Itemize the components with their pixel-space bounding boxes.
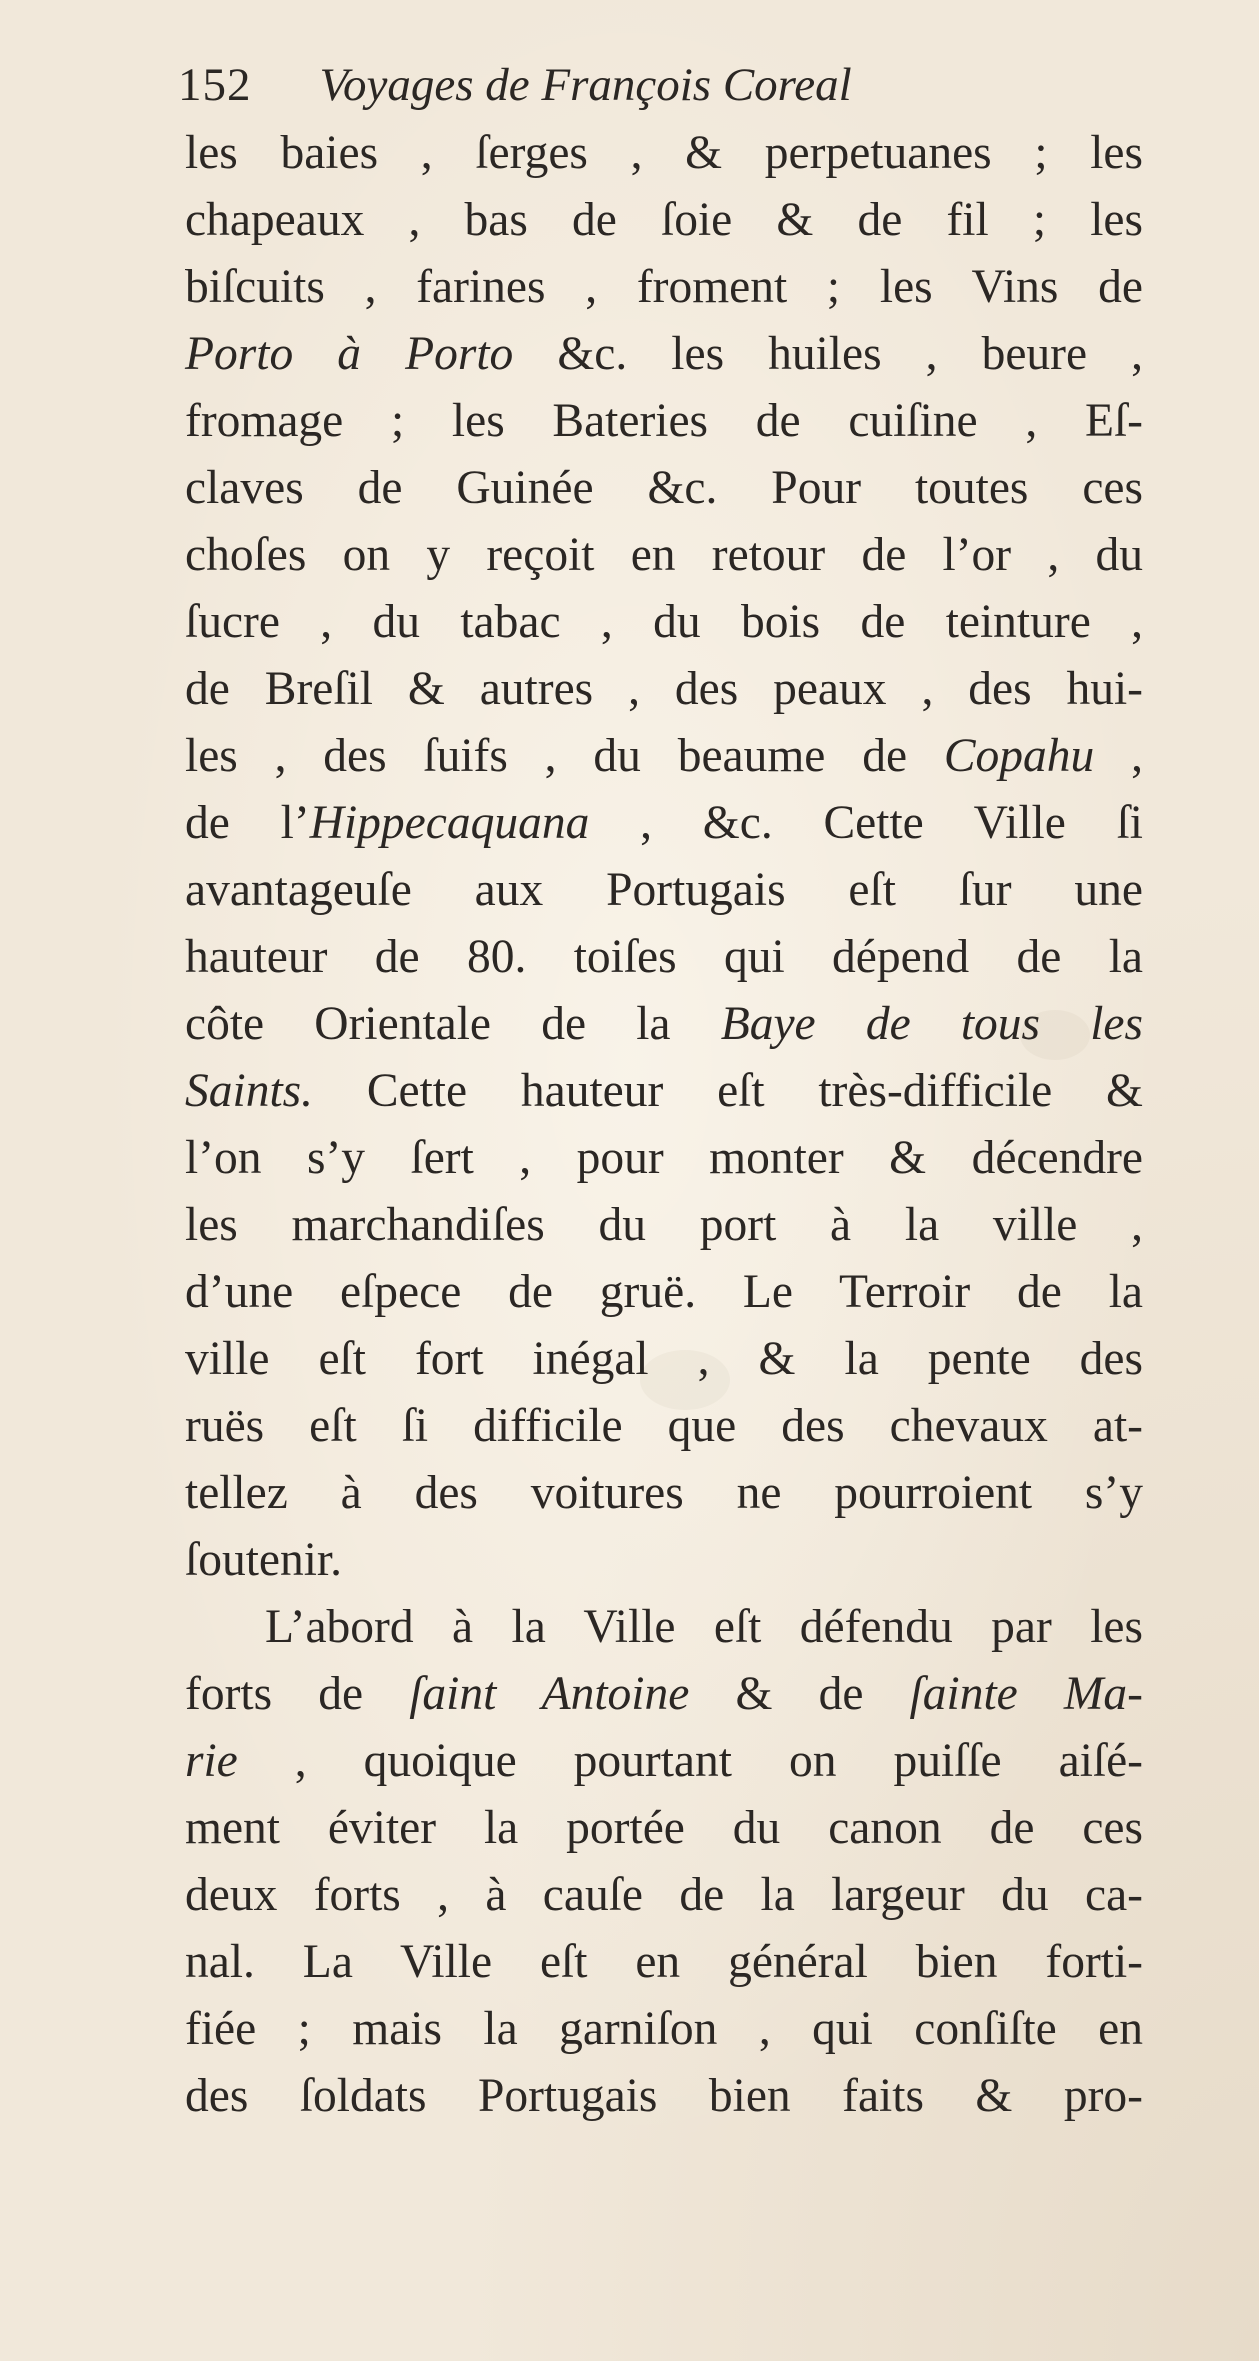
text-segment: choſes on y reçoit en retour de l’or , du xyxy=(185,529,1143,581)
text-segment: , quoique pourtant on puiſſe aiſé- xyxy=(237,1735,1143,1787)
text-line xyxy=(185,1125,1143,1192)
text-segment: des ſoldats Portugais bien faits & pro- xyxy=(185,2070,1143,2122)
text-segment: de l’ xyxy=(185,797,310,849)
text-line xyxy=(185,723,1143,790)
italic-text-segment: Baye de tous les xyxy=(720,998,1143,1050)
text-segment: L’abord à la Ville eſt défendu par les xyxy=(265,1601,1143,1653)
text-line xyxy=(185,1393,1143,1460)
text-segment: les baies , ſerges , & perpetuanes ; les xyxy=(185,127,1143,179)
text-segment: ville eſt fort inégal , & la pente des xyxy=(185,1333,1143,1385)
text-line xyxy=(185,1460,1143,1527)
text-segment: & de xyxy=(689,1668,910,1720)
running-head xyxy=(178,52,1078,118)
text-line xyxy=(185,1862,1143,1929)
text-segment: nal. La Ville eſt en général bien forti- xyxy=(185,1936,1143,1988)
text-segment: tellez à des voitures ne pourroient s’y xyxy=(185,1467,1143,1519)
text-segment: ruës eſt ſi difficile que des chevaux at- xyxy=(185,1400,1143,1452)
text-line xyxy=(185,924,1143,991)
text-segment: de Breſil & autres , des peaux , des hui- xyxy=(185,663,1143,715)
text-segment: hauteur de 80. toiſes qui dépend de la xyxy=(185,931,1143,983)
text-line xyxy=(185,254,1143,321)
italic-text-segment: Porto à Porto xyxy=(185,328,514,380)
body-text xyxy=(185,120,1143,2130)
text-line xyxy=(185,455,1143,522)
text-line xyxy=(185,187,1143,254)
text-line xyxy=(185,857,1143,924)
text-segment: forts de xyxy=(185,1668,410,1720)
text-segment: chapeaux , bas de ſoie & de fil ; les xyxy=(185,194,1143,246)
text-line xyxy=(185,991,1143,1058)
text-line xyxy=(185,1661,1143,1728)
book-title: Voyages de François Coreal xyxy=(319,59,852,111)
italic-text-segment: rie xyxy=(185,1735,238,1787)
text-line xyxy=(185,1192,1143,1259)
text-segment: &c. les huiles , beure , xyxy=(513,328,1143,380)
italic-text-segment: ſaint Antoine xyxy=(409,1668,690,1720)
text-line xyxy=(185,120,1143,187)
text-line xyxy=(185,589,1143,656)
text-line xyxy=(185,1795,1143,1862)
text-segment: deux forts , à cauſe de la largeur du ca- xyxy=(185,1869,1143,1921)
text-segment: avantageuſe aux Portugais eſt ſur une xyxy=(185,864,1143,916)
text-segment: côte Orientale de la xyxy=(185,998,721,1050)
text-segment: claves de Guinée &c. Pour toutes ces xyxy=(185,462,1143,514)
text-line xyxy=(185,1728,1143,1795)
text-line xyxy=(185,522,1143,589)
text-segment: ment éviter la portée du canon de ces xyxy=(185,1802,1143,1854)
text-line xyxy=(185,2063,1143,2130)
text-line xyxy=(185,790,1143,857)
text-line xyxy=(185,1326,1143,1393)
italic-text-segment: ſainte Ma- xyxy=(909,1668,1144,1720)
text-segment: fromage ; les Bateries de cuiſine , Eſ- xyxy=(185,395,1143,447)
text-segment: fiée ; mais la garniſon , qui conſiſte en xyxy=(185,2003,1143,2055)
text-line xyxy=(185,1996,1143,2063)
page-number: 152 xyxy=(178,59,252,111)
text-segment: Cette hauteur eſt très-difficile & xyxy=(313,1065,1143,1117)
text-line xyxy=(185,388,1143,455)
text-line xyxy=(185,1594,1143,1661)
italic-text-segment: Copahu xyxy=(943,730,1095,782)
text-segment: ſucre , du tabac , du bois de teinture , xyxy=(185,596,1143,648)
text-segment: les marchandiſes du port à la ville , xyxy=(185,1199,1143,1251)
italic-text-segment: Saints. xyxy=(185,1065,314,1117)
text-line xyxy=(185,656,1143,723)
text-line xyxy=(185,1259,1143,1326)
text-line xyxy=(185,1929,1143,1996)
text-segment: biſcuits , farines , froment ; les Vins de xyxy=(185,261,1143,313)
text-segment: l’on s’y ſert , pour monter & décendre xyxy=(185,1132,1143,1184)
text-line xyxy=(185,321,1143,388)
text-segment: , &c. Cette Ville ſi xyxy=(589,797,1143,849)
text-segment: d’une eſpece de gruë. Le Terroir de la xyxy=(185,1266,1143,1318)
text-segment: ſoutenir. xyxy=(185,1534,342,1586)
text-line xyxy=(185,1058,1143,1125)
italic-text-segment: Hippecaquana xyxy=(309,797,590,849)
text-segment: , xyxy=(1094,730,1144,782)
text-segment: les , des ſuifs , du beaume de xyxy=(185,730,944,782)
text-line xyxy=(185,1527,1143,1594)
